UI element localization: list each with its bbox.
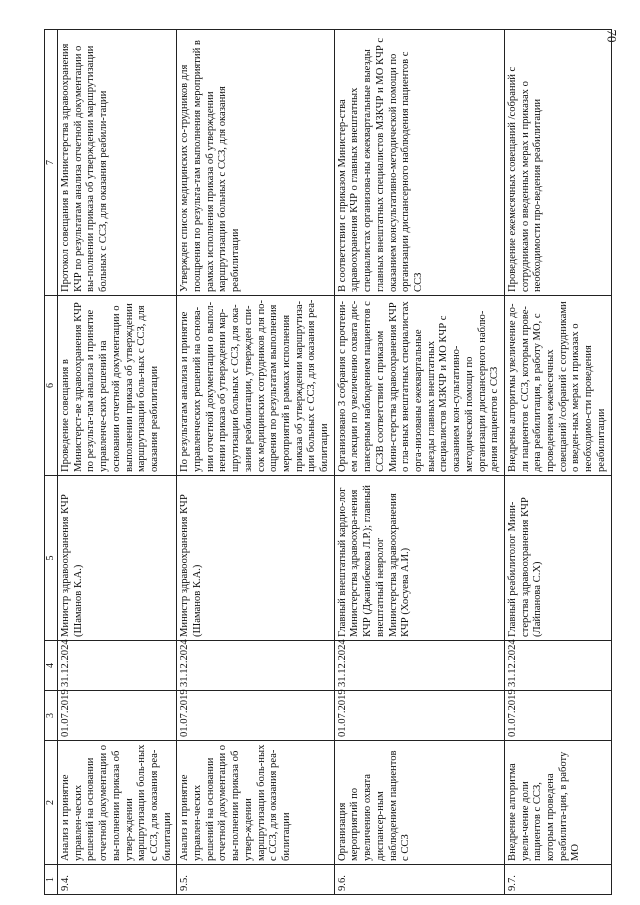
task-cell: Организация мероприятий по увеличению охвата диспансер-ным наблюдением пациентов с ССЗ	[334, 741, 504, 865]
header-cell: 6	[45, 296, 58, 476]
characteristic-cell: Проведение совещания в Министерст-ве здравоохранения КЧР по результа-там анализа и принятие управленче-ских решений на основании отчетной документации о выполнении приказа об утверждении маршрутизации боль-ных с ССЗ, для оказания реабилитации	[58, 296, 177, 476]
start-date-cell: 01.07.2019	[504, 691, 611, 741]
characteristic-cell: По результатам анализа и принятие управленческих решений на основа-нии отчетной документации о выпол-нении приказа об утверждении мар-шрутизации больных с ССЗ, для ока-зания реабилитации, утвержден спи-сок медицинских сотрудников для по-ощрения по результатам выполнения мероприятий в рамках исполнения приказа об утверждении маршрутиза-ции больных с ССЗ, для оказания реа-билитации	[177, 296, 334, 476]
result-cell: Утвержден список медицинских со-трудников для поощрения по результа-там выполнения мероприятий в рамках исполнения приказа об утверждении маршрутизации больных с ССЗ, для оказания реабилитации	[177, 30, 334, 296]
end-date-cell: 31.12.2024	[58, 641, 177, 691]
row-number: 9.6.	[334, 865, 504, 895]
result-cell: В соответствии с приказом Министер-ства здравоохранения КЧР о главных внештатных специалистах организова-ны ежеквартальные выезды главных внештатных специалистов МЗКЧР и МО КЧР с оказанием консультативно-методической помощи по организации диспансерного наблюдения пациентов с ССЗ	[334, 30, 504, 296]
responsible-cell: Главный внештатный кардио-лог Министерства здравоохра-нения КЧР (Джанибекова Л.Р.); главный внештатный невролог Министерства здравоохранения КЧР (Хосуева А.И.)	[334, 476, 504, 641]
responsible-cell: Министр здравоохранения КЧР (Шаманов К.А.)	[58, 476, 177, 641]
start-date-cell: 01.07.2019	[58, 691, 177, 741]
header-cell: 1	[45, 865, 58, 895]
result-cell: Проведение ежемесячных совещаний /собраний с сотрудниками о введенных мерах и приказах о необходимости про-ведения реабилитации	[504, 30, 611, 296]
row-number: 9.4.	[58, 865, 177, 895]
header-cell: 2	[45, 741, 58, 865]
table-header-row	[45, 30, 58, 895]
table-row	[334, 30, 504, 895]
table-row	[504, 30, 611, 895]
page-number: 70	[604, 29, 620, 43]
task-cell: Анализ и принятие управлен-ческих решений на основании отчетной документации о вы-полнении приказа об утвер-ждении маршрутизации боль-ных с ССЗ, для оказания реа-билитации	[58, 741, 177, 865]
header-cell: 7	[45, 30, 58, 296]
task-cell: Анализ и принятие управлен-ческих решений на основании отчетной документации о вы-полнении приказа об утвер-ждении маршрутизации боль-ных с ССЗ, для оказания реа-билитации	[177, 741, 334, 865]
end-date-cell: 31.12.2024	[504, 641, 611, 691]
rotated-table-container	[44, 30, 607, 895]
start-date-cell: 01.07.2019	[334, 691, 504, 741]
header-cell: 4	[45, 641, 58, 691]
characteristic-cell: Внедрены алгоритмы увеличение до-ли пациентов с ССЗ, которым прове-дена реабилитация, в работу МО, с проведением ежемесячных совещаний /собраний с сотрудниками о введен-ных мерах и приказах о необходимо-сти проведения реабилитации	[504, 296, 611, 476]
table-row	[58, 30, 177, 895]
result-cell: Протокол совещания в Министерства здравоохранения КЧР по результатам анализа отчетной документации о вы-полнении приказа об утверждении маршрутизации больных с ССЗ, для оказания реабили-тации	[58, 30, 177, 296]
header-cell: 5	[45, 476, 58, 641]
end-date-cell: 31.12.2024	[334, 641, 504, 691]
row-number: 9.7.	[504, 865, 611, 895]
task-cell: Внедрение алгоритма увели-чение доли пациентов с ССЗ, которым проведена реабилита-ция, в работу МО	[504, 741, 611, 865]
measures-table	[44, 29, 612, 895]
header-cell: 3	[45, 691, 58, 741]
responsible-cell: Министр здравоохранения КЧР (Шаманов К.А.)	[177, 476, 334, 641]
end-date-cell: 31.12.2024	[177, 641, 334, 691]
row-number: 9.5.	[177, 865, 334, 895]
responsible-cell: Главный реабилитолог Мини-стерства здравоохранения КЧР (Лайпанова С.Х)	[504, 476, 611, 641]
table-row	[177, 30, 334, 895]
characteristic-cell: Организовано 3 собрания с прочтени-ем лекции по увеличению охвата дис-пансерным наблюдением пациентов с ССЗВ соответствии с приказом Мини-стерства здравоохранения КЧР о гла-вных внештатных специалистах орга-низованы ежеквартальные выезды главных внештатных специалистов МЗКЧР и МО КЧР с оказанием кон-сультативно-методической помощи по организации диспансерного наблю-дения пациентов с ССЗ	[334, 296, 504, 476]
start-date-cell: 01.07.2019	[177, 691, 334, 741]
